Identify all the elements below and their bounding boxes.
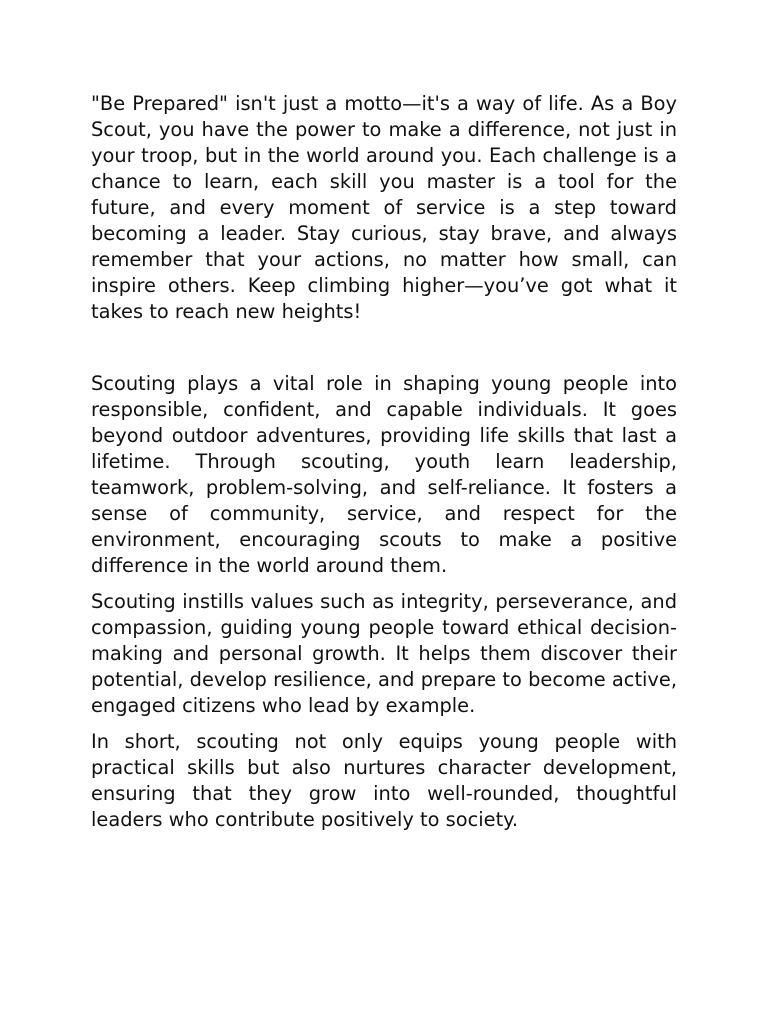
paragraph-summary: In short, scouting not only equips young people with practical skills but also nurtures character development, ensuring that they grow into well-rounded, thoughtful leaders who contribute positively to society. <box>91 730 677 831</box>
paragraph-scouting-role: Scouting plays a vital role in shaping young people into responsible, confident, and capable individuals. It goes beyond outdoor adventures, providing life skills that last a lifetime. Through scouting, youth learn leadership, teamwork, problem-solving, and self-reliance. It fosters a sense of community, service, and respect for the environment, encouraging scouts to make a positive difference in the world around them. <box>91 372 677 577</box>
document-page <box>91 91 677 833</box>
paragraph-scouting-values: Scouting instills values such as integrity, perseverance, and compassion, guiding young people toward ethical decision-making and personal growth. It helps them discover their potential, develop resilience, and prepare to become active, engaged citizens who lead by example. <box>91 590 677 717</box>
paragraph-be-prepared: "Be Prepared" isn't just a motto—it's a way of life. As a Boy Scout, you have the power to make a difference, not just in your troop, but in the world around you. Each challenge is a chance to learn, each skill you master is a tool for the future, and every moment of service is a step toward becoming a leader. Stay curious, stay brave, and always remember that your actions, no matter how small, can inspire others. Keep climbing higher—you’ve got what it takes to reach new heights! <box>91 92 677 323</box>
